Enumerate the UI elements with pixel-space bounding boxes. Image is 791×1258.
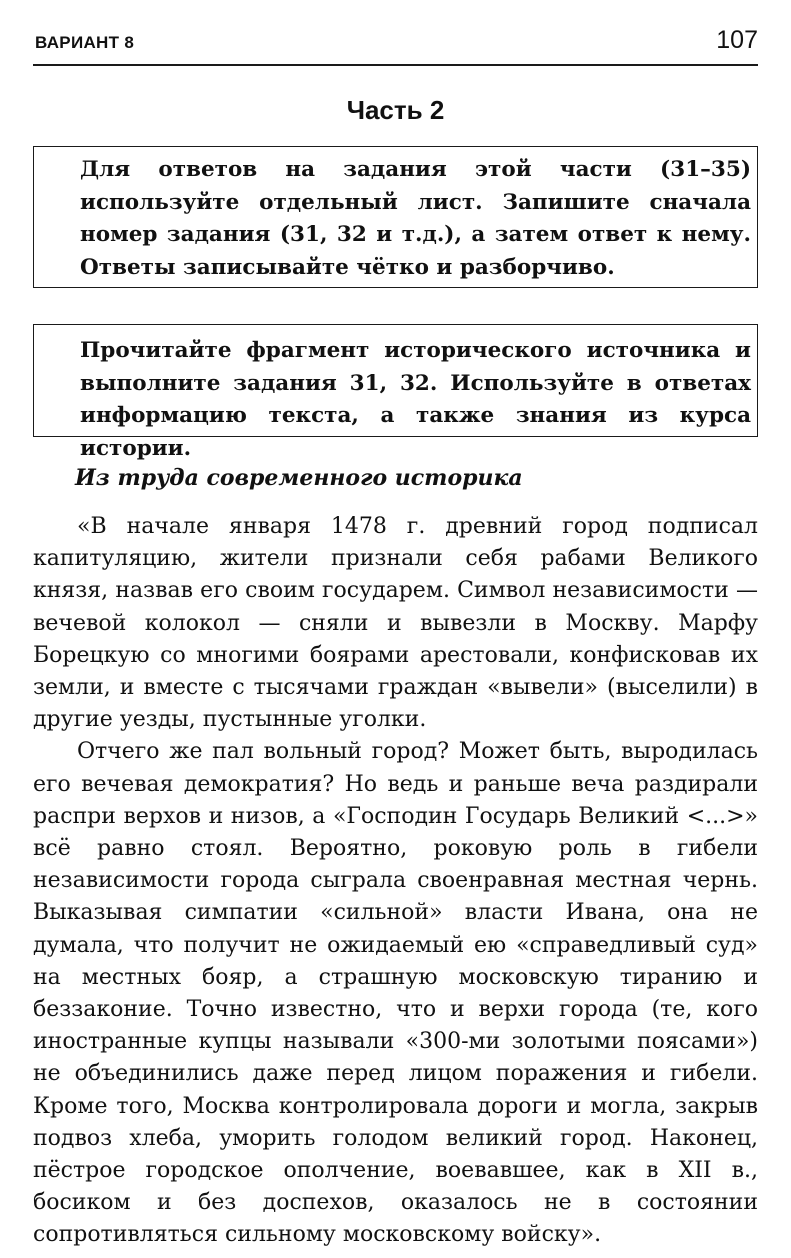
page-number: 107 [716, 26, 758, 54]
general-instructions-box [33, 146, 758, 288]
part-title: Часть 2 [346, 95, 445, 125]
source-text [33, 511, 758, 1252]
source-title: Из труда современного историка [75, 465, 523, 491]
source-task-box [33, 324, 758, 461]
general-instructions-text: Для ответов на задания этой части (31–35) используйте отдельный лист. Запишите сначала номер задания (31, 32 и т.д.), а затем ответ к нему. Ответы записывайте чётко и разборчиво. [80, 157, 751, 280]
source-paragraph-2: Отчего же пал вольный город? Может быть, выродилась его вечевая демократия? Но ведь и раньше веча раздирали распри верхов и низов, а «Господин Государь Великий <...>» всё равно стоял. Вероятно, роковую роль в гибели независимости города сыграла своенравная местная чернь. Выказывая симпатии «сильной» власти Ивана, она не думала, что получит не ожидаемый ею «справедливый суд» на местных бояр, а страшную московскую тиранию и беззаконие. Точно известно, что и верхи города (те, кого иностранные купцы называли «300-ми золотыми поясами») не объединились даже перед лицом поражения и гибели. Кроме того, Москва контролировала дороги и могла, закрыв подвоз хлеба, уморить голодом великий город. Наконец, пёстрое городское ополчение, воевавшее, как в XII в., босиком и без доспехов, оказалось не в состоянии сопротивляться сильному московскому войску». [33, 739, 758, 1248]
source-task-text: Прочитайте фрагмент исторического источника и выполните задания 31, 32. Используйте в ответах информацию текста, а также знания из курса истории. [80, 338, 751, 461]
source-paragraph-1: «В начале января 1478 г. древний город подписал капитуляцию, жители признали себя рабами Великого князя, назвав его своим государем. Символ независимости — вечевой колокол — сняли и вывезли в Москву. Марфу Борецкую со многими боярами арестовали, конфисковав их земли, и вместе с тысячами граждан «вывели» (выселили) в другие уезды, пустынные уголки. [33, 514, 758, 733]
page-header [33, 26, 758, 66]
variant-label: ВАРИАНТ 8 [35, 33, 135, 52]
